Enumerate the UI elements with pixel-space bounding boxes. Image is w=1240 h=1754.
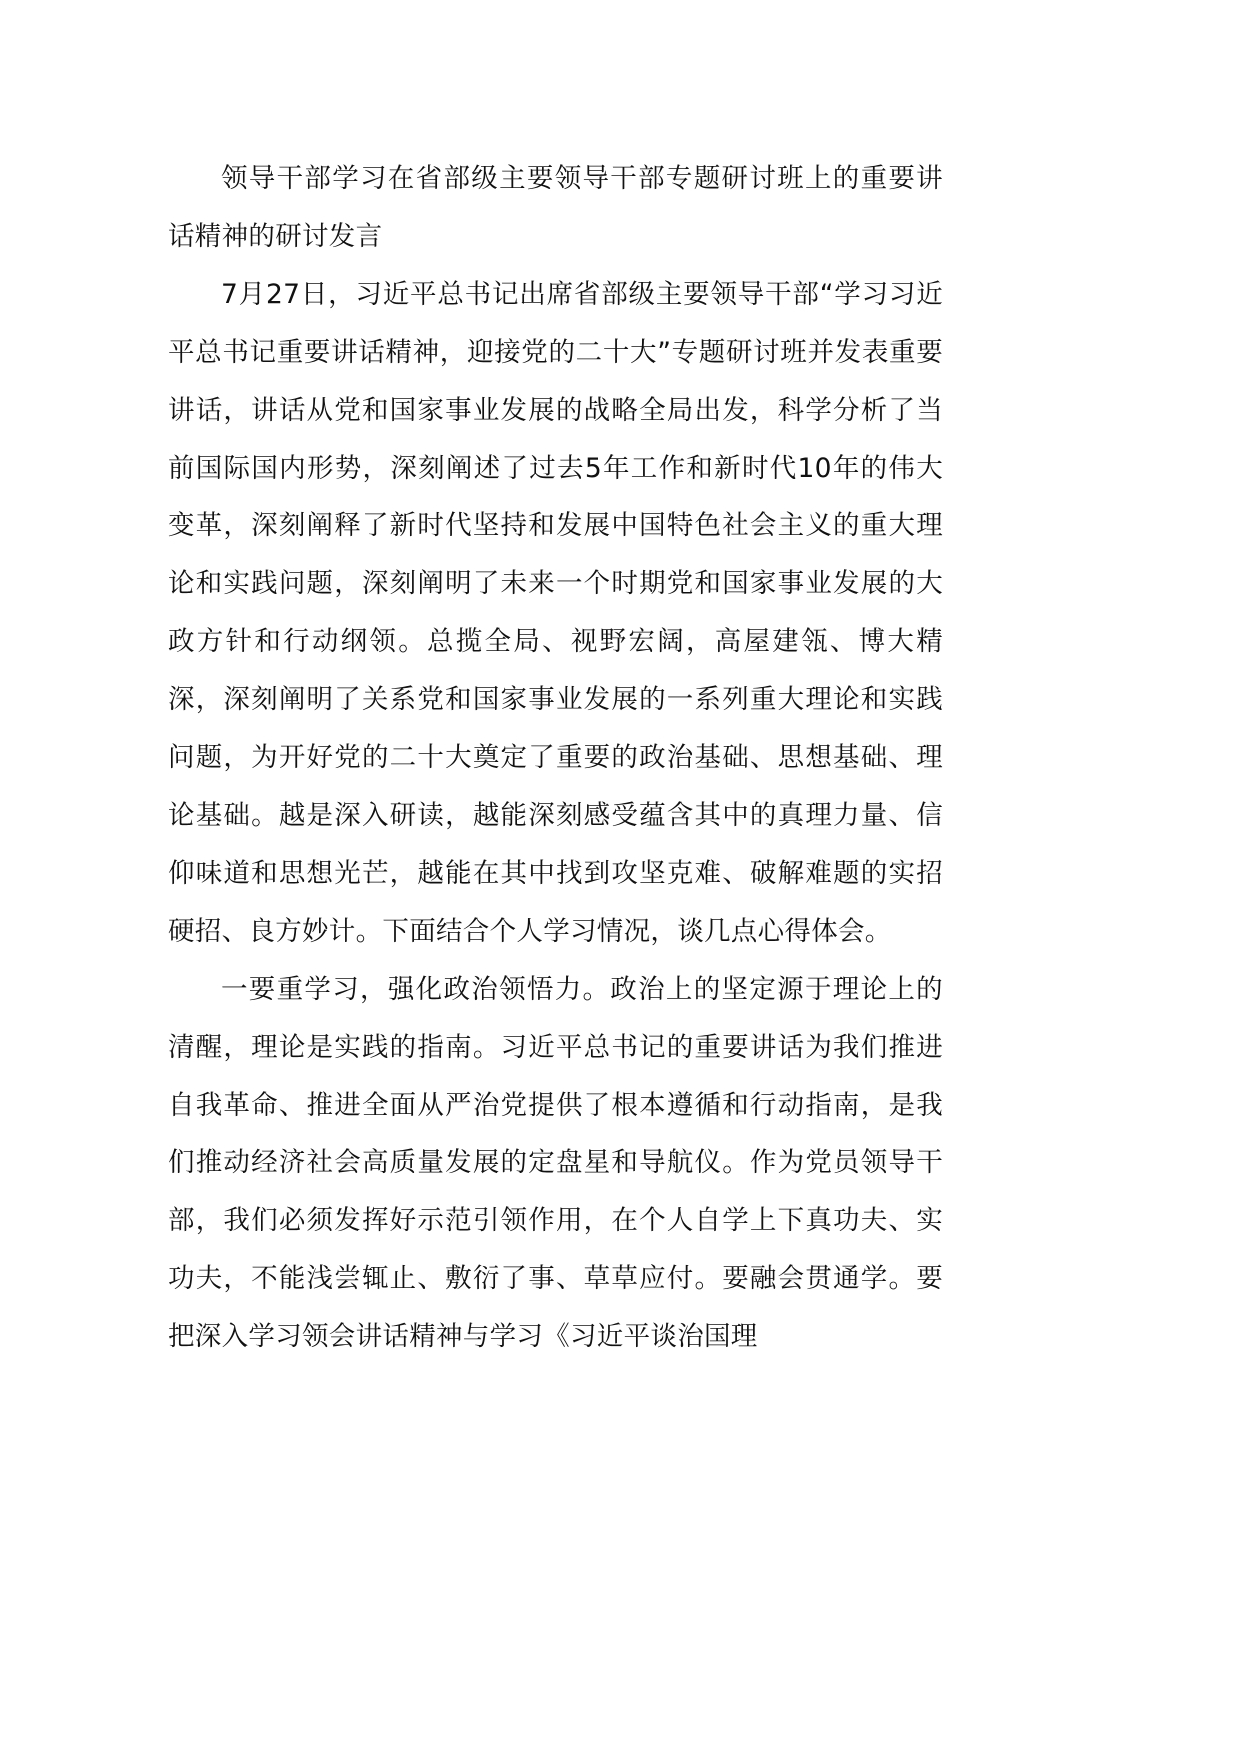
document-body <box>168 150 943 1366</box>
document-title: 领导干部学习在省部级主要领导干部专题研讨班上的重要讲话精神的研讨发言 <box>168 163 943 252</box>
paragraph-point-one: 一要重学习，强化政治领悟力。政治上的坚定源于理论上的清醒，理论是实践的指南。习近平总书记的重要讲话为我们推进自我革命、推进全面从严治党提供了根本遵循和行动指南，是我们推动经济社会高质量发展的定盘星和导航仪。作为党员领导干部，我们必须发挥好示范引领作用，在个人自学上下真功夫、实功夫，不能浅尝辄止、敷衍了事、草草应付。要融会贯通学。要把深入学习领会讲话精神与学习《习近平谈治国理 <box>168 973 943 1353</box>
paragraph-intro: 7月27日，习近平总书记出席省部级主要领导干部“学习习近平总书记重要讲话精神，迎接党的二十大”专题研讨班并发表重要讲话，讲话从党和国家事业发展的战略全局出发，科学分析了当前国际国内形势，深刻阐述了过去5年工作和新时代10年的伟大变革，深刻阐释了新时代坚持和发展中国特色社会主义的重大理论和实践问题，深刻阐明了未来一个时期党和国家事业发展的大政方针和行动纲领。总揽全局、视野宏阔，高屋建瓴、博大精深，深刻阐明了关系党和国家事业发展的一系列重大理论和实践问题，为开好党的二十大奠定了重要的政治基础、思想基础、理论基础。越是深入研读，越能深刻感受蕴含其中的真理力量、信仰味道和思想光芒，越能在其中找到攻坚克难、破解难题的实招硬招、良方妙计。下面结合个人学习情况，谈几点心得体会。 <box>168 278 943 947</box>
